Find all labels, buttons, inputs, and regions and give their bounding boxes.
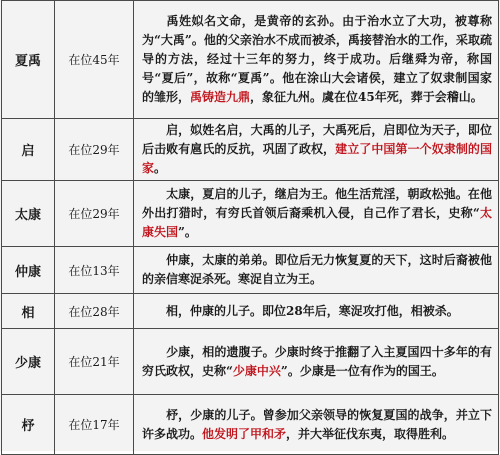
- king-description: [134, 329, 499, 395]
- highlighted-text: 太康失国: [142, 206, 492, 239]
- reign-length: 在位29年: [55, 181, 134, 247]
- description-text: 太康，夏启的儿子，继启为王。他生活荒淫，朝政松弛。在他外出打猎时，有穷氏首领后裔乘机入侵，自己作了君长，史称“: [142, 187, 492, 220]
- reign-length: 在位45年: [55, 1, 134, 119]
- description-text: ，象征九州。虞在位45年死，葬于会稽山。: [250, 90, 483, 104]
- king-name: 太康: [2, 181, 55, 247]
- table-row: [2, 247, 499, 294]
- table-row: [2, 294, 499, 329]
- table-row: [2, 119, 499, 181]
- description-text: ，并大举征伐东夷，取得胜利。: [286, 426, 455, 441]
- table-row: [2, 329, 499, 395]
- king-name: 启: [2, 119, 55, 181]
- description-text: 启，姒姓名启，大禹的儿子，大禹死后，启即位为天子，即位后击败有扈氏的反抗，巩固了政权，: [142, 123, 492, 156]
- king-description: [134, 294, 499, 329]
- reign-length: 在位28年: [55, 294, 134, 329]
- king-name: 仲康: [2, 247, 55, 294]
- table-row: [2, 181, 499, 247]
- description-text: 。: [154, 161, 167, 175]
- description-text: 杼，少康的儿子。曾参加父亲领导的恢复夏国的战争，并立下许多战功。: [142, 407, 492, 441]
- description-text: 相，仲康的儿子。即位28年后，寒浞攻打他，相被杀。: [166, 303, 459, 318]
- king-description: [134, 181, 499, 247]
- highlighted-text: 他发明了甲和矛: [202, 426, 287, 441]
- king-name: 杼: [2, 395, 55, 455]
- table-row: [2, 395, 499, 455]
- king-name: 少康: [2, 329, 55, 395]
- description-text: 少康，相的遗腹子。少康时终于推翻了入主夏国四十多年的有穷氏政权，史称“: [142, 344, 492, 378]
- reign-length: 在位17年: [55, 395, 134, 455]
- reign-length: 在位21年: [55, 329, 134, 395]
- king-description: [134, 119, 499, 181]
- description-text: 仲康，太康的弟弟。即位后无力恢复夏的天下，这时后裔被他的亲信寒浞杀死。寒浞自立为王。: [142, 253, 492, 286]
- description-text: 禹姓姒名文命，是黄帝的玄孙。由于治水立了大功，被尊称为“大禹”。他的父亲治水不成而被杀，禹接替治水的工作，采取疏导的方法，经过十三年的努力，终于成功。后继舜为帝，称国号“夏后”，故称“夏禹”。他在涂山大会诸侯，建立了奴隶制国家的雏形，: [142, 14, 492, 104]
- highlighted-text: 少康中兴: [232, 363, 281, 378]
- description-text: ”。少康是一位有作为的国王。: [280, 363, 444, 378]
- king-name: 相: [2, 294, 55, 329]
- table-row: [2, 1, 499, 119]
- description-text: ”。: [178, 225, 197, 239]
- highlighted-text: 建立了中国第一个奴隶制的国家: [142, 142, 492, 175]
- reign-length: 在位13年: [55, 247, 134, 294]
- king-description: [134, 395, 499, 455]
- king-description: [134, 247, 499, 294]
- xia-dynasty-kings-table: [1, 0, 499, 455]
- king-description: [134, 1, 499, 119]
- reign-length: 在位29年: [55, 119, 134, 181]
- highlighted-text: 禹铸造九鼎: [190, 90, 251, 104]
- king-name: 夏禹: [2, 1, 55, 119]
